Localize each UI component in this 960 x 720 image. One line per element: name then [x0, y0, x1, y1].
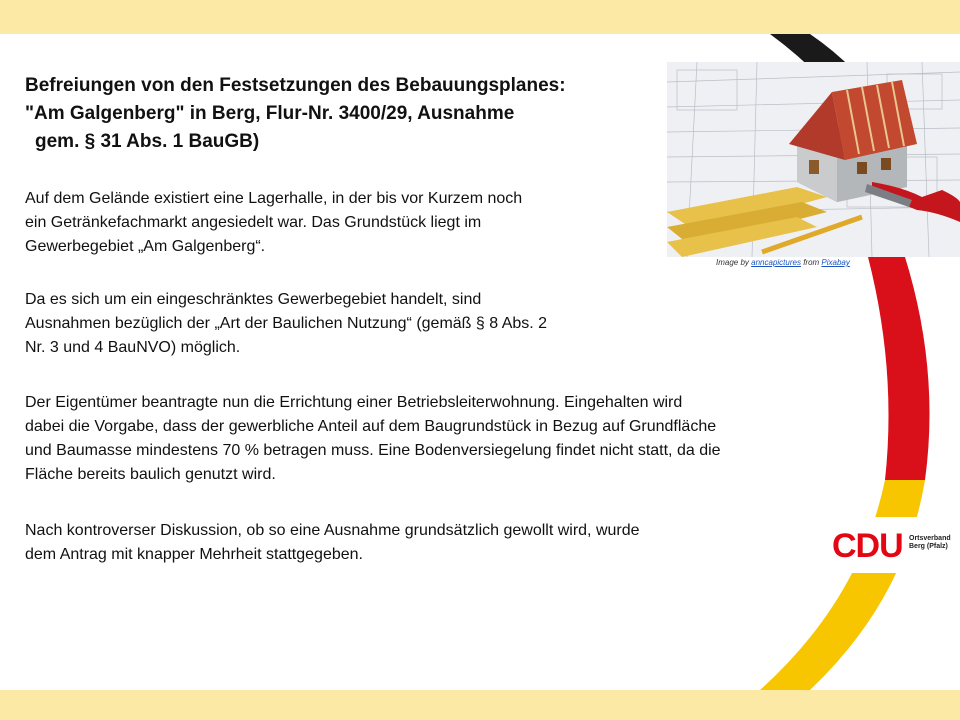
house-blueprint-photo	[667, 62, 960, 257]
text-line: dem Antrag mit knapper Mehrheit stattgegeben.	[25, 546, 363, 563]
credit-middle: from	[803, 258, 820, 267]
credit-prefix: Image by	[716, 258, 749, 267]
cdu-logo	[827, 517, 960, 573]
text-line: Ausnahmen bezüglich der „Art der Baulichen Nutzung“ (gemäß § 8 Abs. 2	[25, 315, 548, 332]
text-line: Da es sich um ein eingeschränktes Gewerbegebiet handelt, sind	[25, 291, 482, 308]
title-line: "Am Galgenberg" in Berg, Flur-Nr. 3400/29, Ausnahme	[25, 103, 515, 124]
title-line: gem. § 31 Abs. 1 BauGB)	[35, 131, 260, 152]
logo-sub-line: Ortsverband	[909, 535, 951, 542]
text-line: Auf dem Gelände existiert eine Lagerhalle, in der bis vor Kurzem noch	[25, 190, 523, 207]
paragraph-site	[25, 187, 522, 259]
text-line: ein Getränkefachmarkt angesiedelt war. Das Grundstück liegt im	[25, 214, 482, 231]
swoosh-gold-stripe	[760, 480, 925, 690]
title-line: Befreiungen von den Festsetzungen des Bebauungsplanes:	[25, 75, 566, 96]
credit-author-link[interactable]: anncapictures	[751, 258, 801, 267]
logo-sub-line: Berg (Pfalz)	[909, 543, 948, 550]
cdu-logo-subtitle	[909, 535, 951, 551]
text-line: Nr. 3 und 4 BauNVO) möglich.	[25, 339, 241, 356]
text-line: Der Eigentümer beantragte nun die Errichtung einer Betriebsleiterwohnung. Eingehalten wird	[25, 394, 683, 411]
house-model-illustration	[667, 62, 960, 257]
text-line: und Baumasse mindestens 70 % betragen muss. Eine Bodenversiegelung findet nicht statt, da die	[25, 442, 721, 459]
credit-source-link[interactable]: Pixabay	[821, 258, 850, 267]
text-line: dabei die Vorgabe, dass der gewerbliche Anteil auf dem Baugrundstück in Bezug auf Grundfläche	[25, 418, 717, 435]
paragraph-exceptions	[25, 288, 547, 360]
text-line: Fläche bereits baulich genutzt wird.	[25, 466, 276, 483]
text-line: Nach kontroverser Diskussion, ob so eine Ausnahme grundsätzlich gewollt wird, wurde	[25, 522, 640, 539]
swoosh-red-stripe	[868, 257, 930, 480]
text-line: Gewerbegebiet „Am Galgenberg“.	[25, 238, 266, 255]
image-credit	[716, 258, 850, 267]
cdu-logo-text: CDU	[832, 527, 903, 565]
paragraph-decision	[25, 519, 640, 567]
paragraph-application	[25, 391, 721, 487]
